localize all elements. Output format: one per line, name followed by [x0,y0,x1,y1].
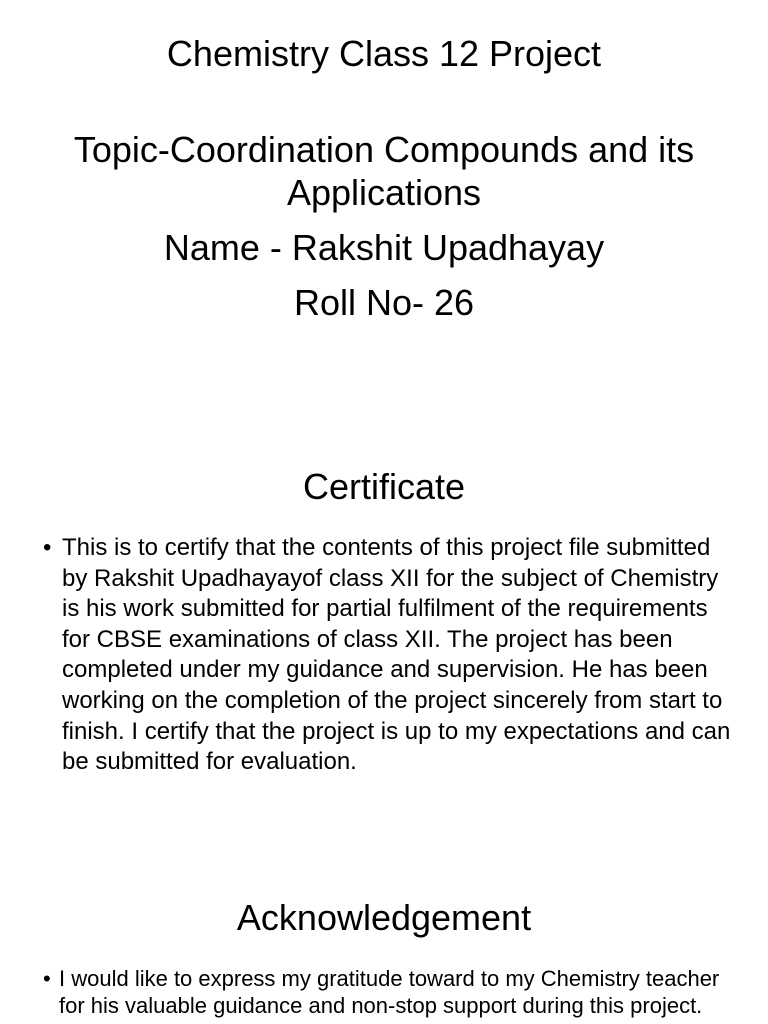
bullet-marker: • [43,534,52,561]
certificate-text: This is to certify that the contents of this project file submitted by Rakshit Upadhayayof class XII for the subject of Chemistry is his work submitted for partial fulfilment of the requirements for CBSE examinations of class XII. The project has been completed under my guidance and supervision. He has been working on the completion of the project sincerely from start to finish. I certify that the project is up to my expectations and can be submitted for evaluation. [62,534,731,776]
certificate-heading: Certificate [302,466,466,507]
acknowledgement-paragraph [43,965,739,1019]
acknowledgement-heading: Acknowledgement [236,897,532,938]
acknowledgement-text: I would like to express my gratitude toward to my Chemistry teacher for his valuable guidance and non-stop support during this project. [59,966,720,1018]
project-topic: Topic-Coordination Compounds and its Applications [73,129,695,213]
student-name: Name - Rakshit Upadhayay [163,227,605,268]
certificate-paragraph [43,533,737,778]
bullet-marker: • [43,966,51,991]
roll-number: Roll No- 26 [293,282,475,323]
project-title: Chemistry Class 12 Project [166,33,602,74]
